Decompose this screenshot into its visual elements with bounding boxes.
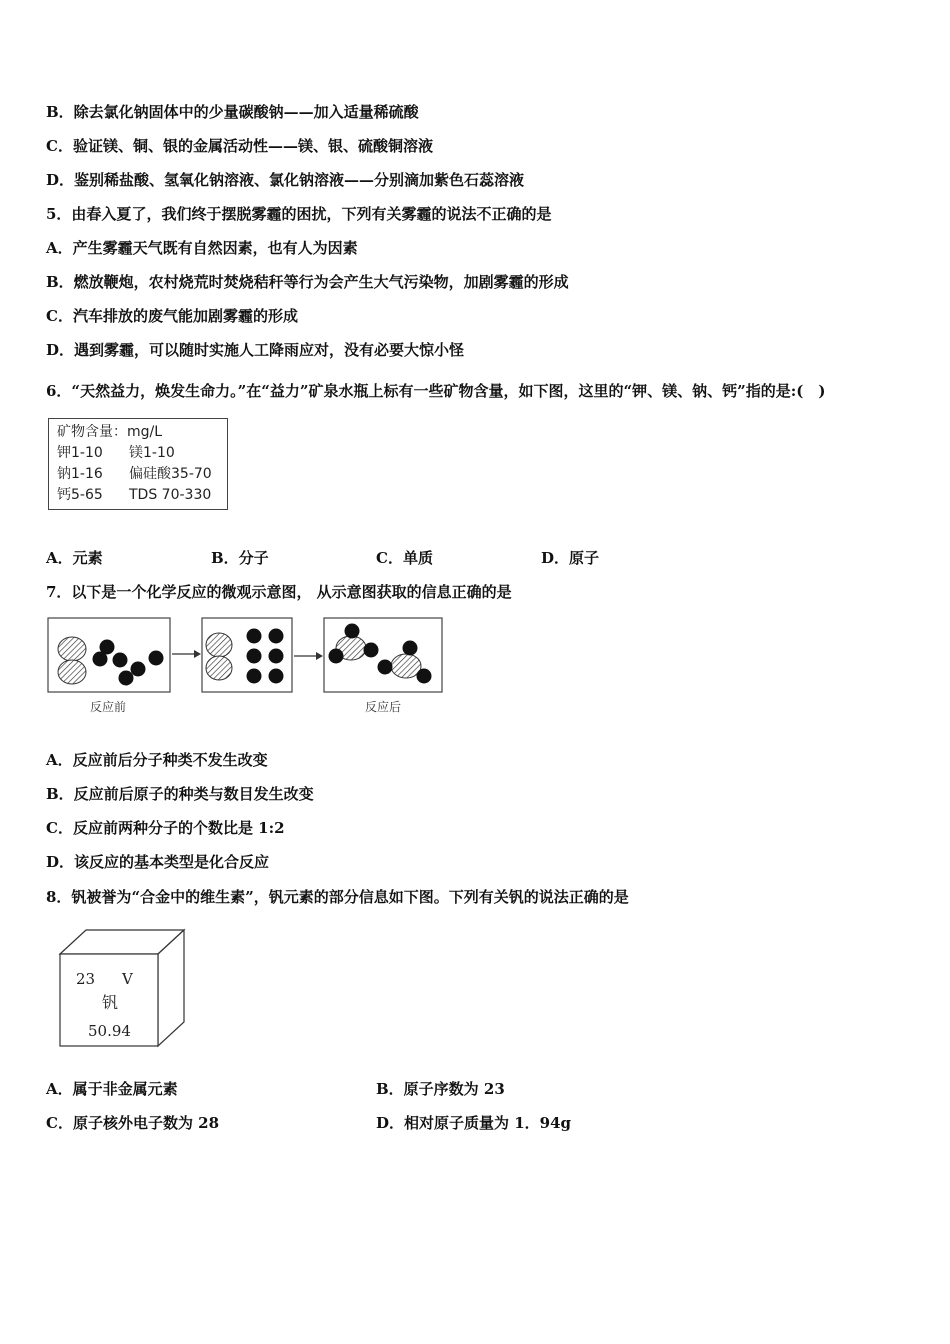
mineral-row-1 — [57, 443, 227, 464]
vanadium-element-cell — [58, 928, 190, 1050]
arrow-2 — [294, 652, 323, 660]
reactant-box-2 — [202, 618, 292, 692]
q6-option-d: D．原子 — [541, 549, 600, 567]
q6-stem: 6．“天然益力，焕发生命力。”在“益力”矿泉水瓶上标有一些矿物含量，如下图，这里的“钾、镁、钠、钙”指的是:( ) — [46, 382, 826, 400]
q7-stem: 7．以下是一个化学反应的微观示意图， 从示意图获取的信息正确的是 — [46, 583, 512, 601]
arrow-1 — [172, 650, 201, 658]
q8-option-d: D．相对原子质量为 1．94g — [376, 1114, 572, 1132]
atomic-mass: 50.94 — [88, 1022, 131, 1040]
q7-option-d: D．该反应的基本类型是化合反应 — [46, 853, 270, 871]
q6-option-a: A．元素 — [46, 549, 103, 567]
q8-option-b: B．原子序数为 23 — [376, 1080, 505, 1098]
mineral-potassium: 钾1-10 — [57, 445, 103, 461]
q8-option-a: A．属于非金属元素 — [46, 1080, 178, 1098]
after-label: 反应后 — [364, 700, 402, 714]
q5-stem: 5．由春入夏了，我们终于摆脱雾霾的困扰，下列有关雾霾的说法不正确的是 — [46, 205, 552, 223]
q7-option-c: C．反应前两种分子的个数比是 1:2 — [46, 819, 285, 837]
q5-option-a: A．产生雾霾天气既有自然因素，也有人为因素 — [46, 239, 358, 257]
reactant-box-1 — [48, 618, 170, 692]
mineral-sodium: 钠1-16 — [57, 466, 103, 482]
mineral-row-3 — [57, 485, 227, 506]
q8-stem: 8．钒被誉为“合金中的维生素”，钒元素的部分信息如下图。下列有关钒的说法正确的是 — [46, 888, 629, 906]
q5-option-c: C．汽车排放的废气能加剧雾霾的形成 — [46, 307, 298, 325]
before-label: 反应前 — [89, 700, 127, 714]
q5-option-b: B．燃放鞭炮，农村烧荒时焚烧秸秆等行为会产生大气污染物，加剧雾霾的形成 — [46, 273, 569, 291]
mineral-row-2 — [57, 464, 227, 485]
atomic-number: 23 — [76, 970, 96, 988]
reaction-microscopic-diagram — [46, 614, 446, 718]
q4-option-b: B．除去氯化钠固体中的少量碳酸钠——加入适量稀硫酸 — [46, 103, 419, 121]
mineral-tds: TDS 70-330 — [129, 487, 212, 503]
q4-option-c: C．验证镁、铜、银的金属活动性——镁、银、硫酸铜溶液 — [46, 137, 433, 155]
q6-option-b: B．分子 — [211, 549, 269, 567]
mineral-title: 矿物含量：mg/L — [57, 424, 163, 440]
q7-option-b: B．反应前后原子的种类与数目发生改变 — [46, 785, 314, 803]
q4-option-d: D．鉴别稀盐酸、氢氧化钠溶液、氯化钠溶液——分别滴加紫色石蕊溶液 — [46, 171, 525, 189]
element-name: 钒 — [102, 993, 119, 1012]
mineral-magnesium: 镁1-10 — [129, 445, 175, 461]
q6-option-c: C．单质 — [376, 549, 433, 567]
q5-option-d: D．遇到雾霾，可以随时实施人工降雨应对，没有必要大惊小怪 — [46, 341, 465, 359]
mineral-calcium: 钙5-65 — [57, 487, 103, 503]
q7-option-a: A．反应前后分子种类不发生改变 — [46, 751, 268, 769]
mineral-label-box — [48, 418, 228, 510]
mineral-metasilicic-acid: 偏硅酸35-70 — [129, 466, 212, 482]
element-symbol: V — [122, 970, 133, 988]
product-box — [324, 618, 442, 692]
q8-option-c: C．原子核外电子数为 28 — [46, 1114, 220, 1132]
